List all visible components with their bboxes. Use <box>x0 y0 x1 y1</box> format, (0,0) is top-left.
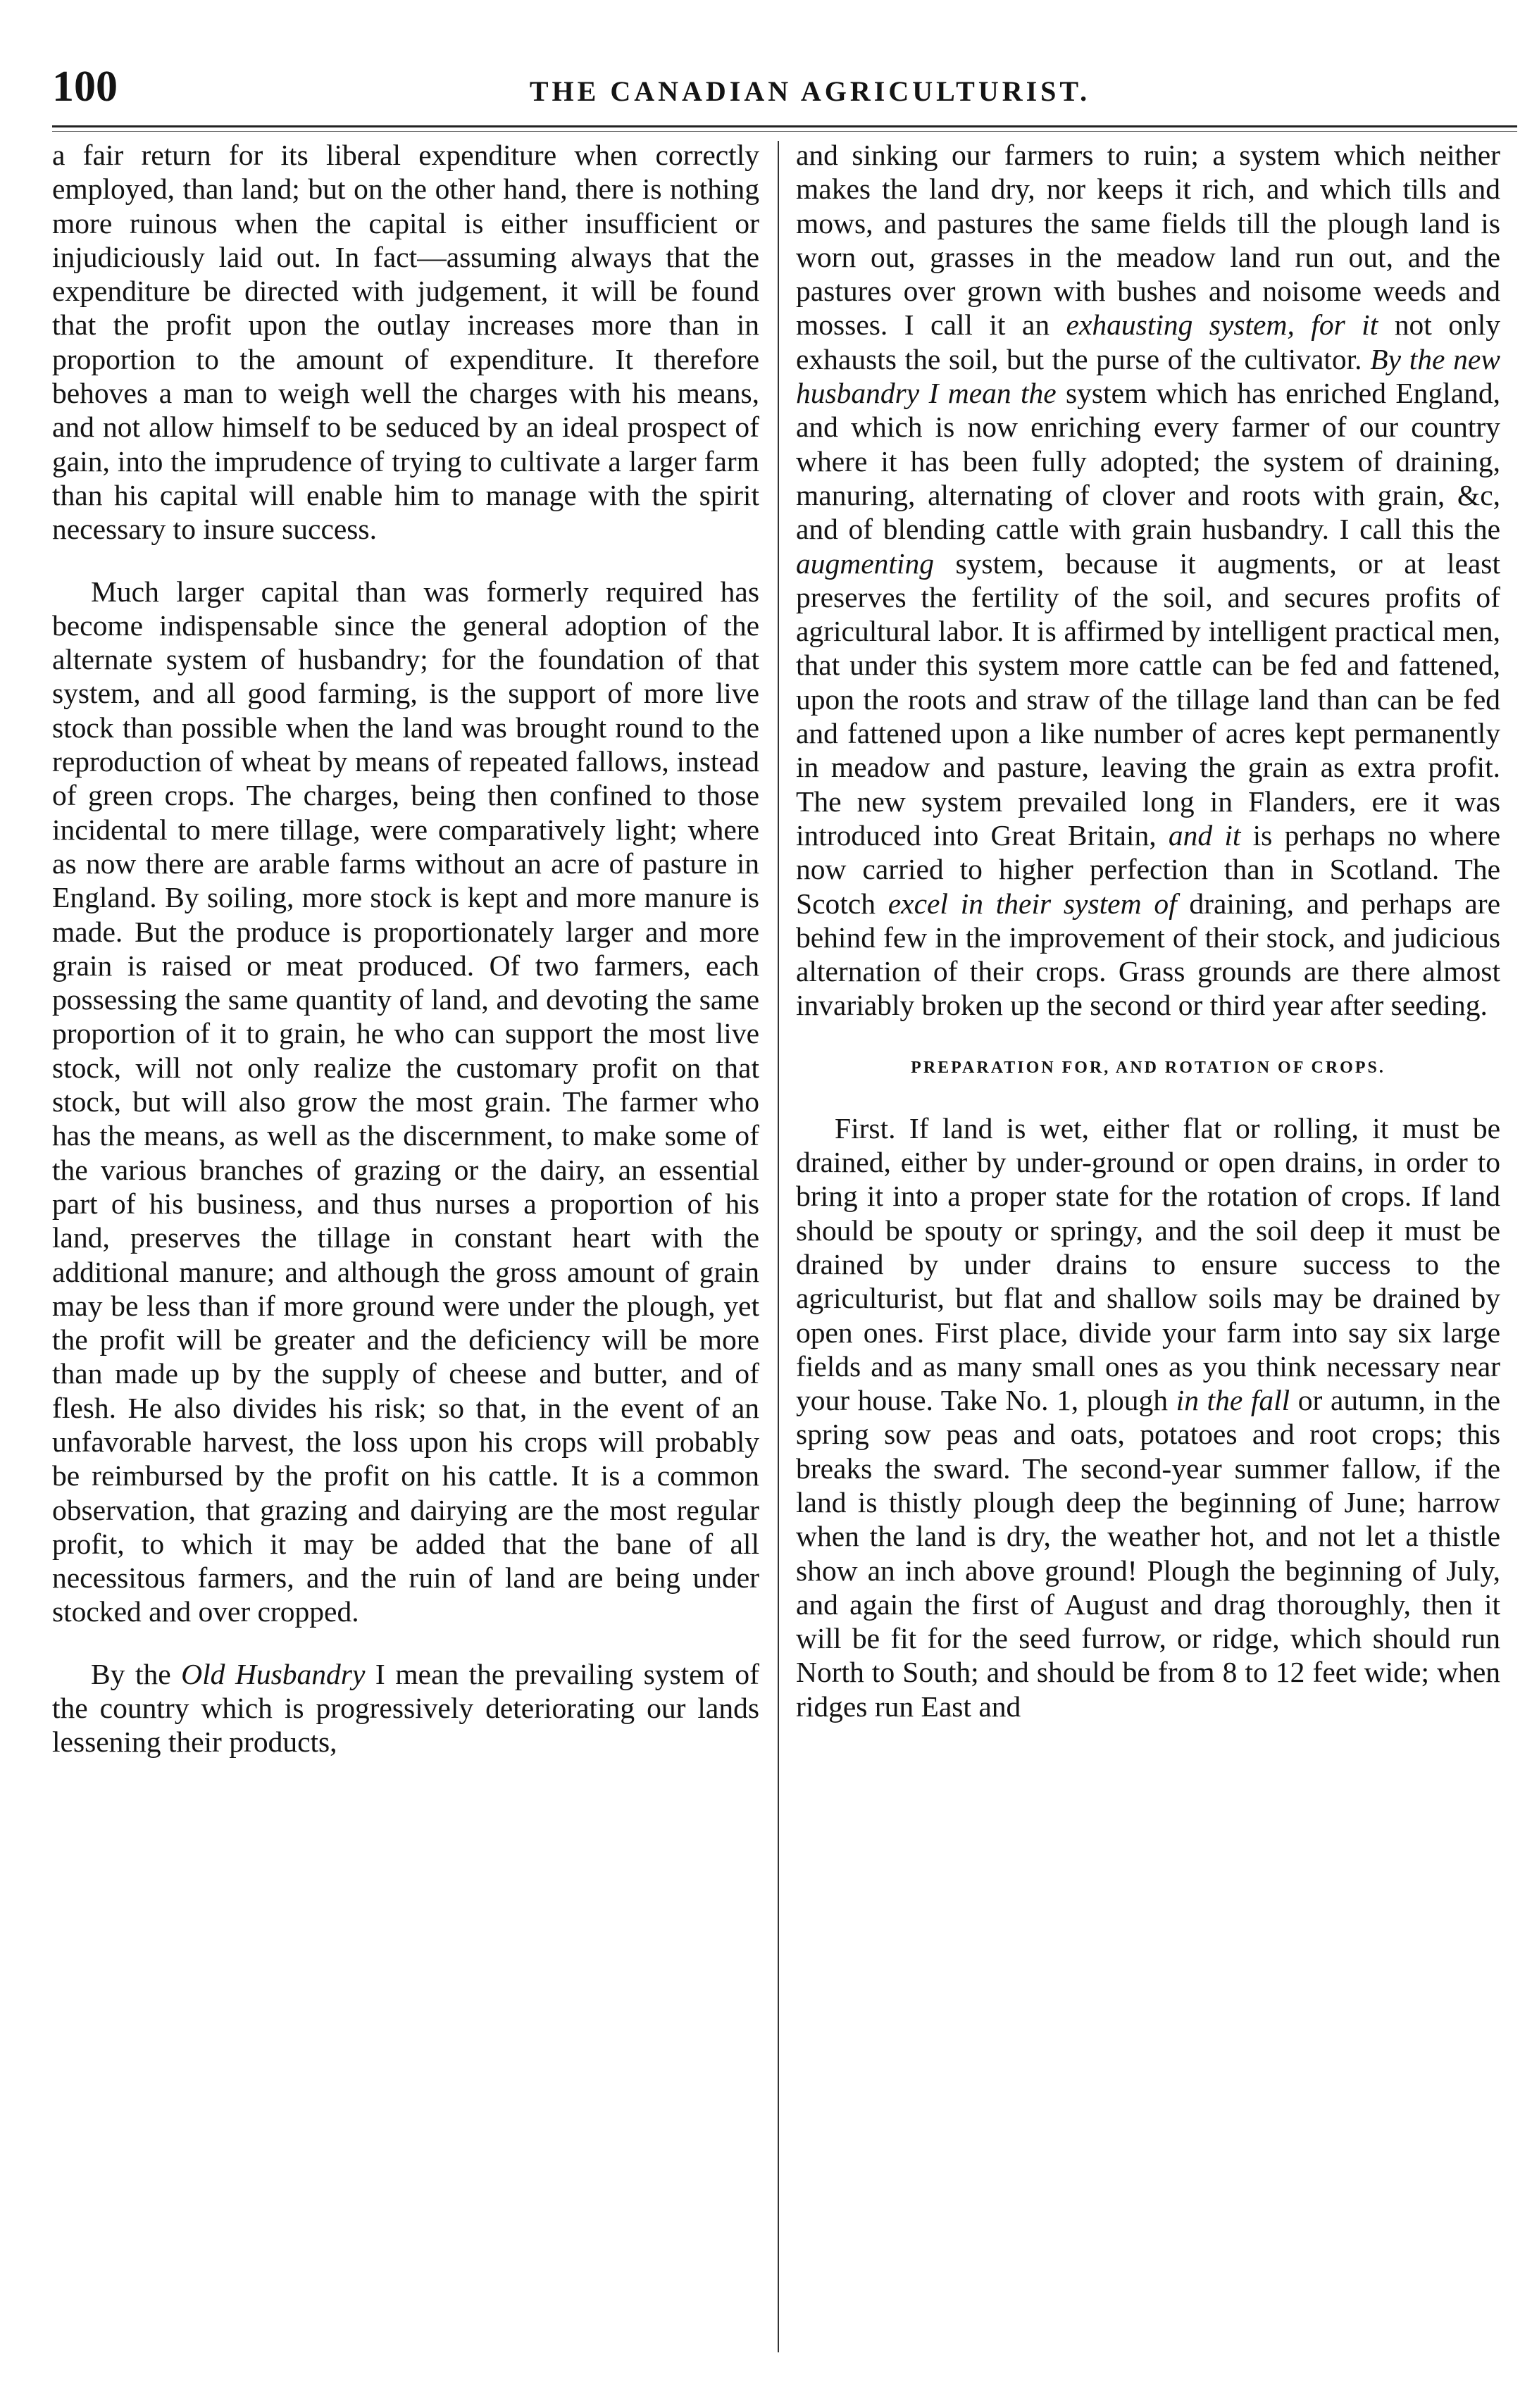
left-column <box>52 138 759 1759</box>
column-divider <box>778 141 779 2352</box>
left-paragraph-3 <box>52 1657 759 1759</box>
right-paragraph-1-italic-2: By the new husbandry I mean the <box>796 342 1500 410</box>
left-paragraph-1: a fair return for its liberal expenditure when correctly employed, than land; but on the other hand, there is nothing more ruinous when the capital is either insufficient or injudiciously laid out. In fact—assuming always that the expenditure be directed with judgement, it will be found that the profit upon the outlay increases more than in proportion to the amount of expenditure. It therefore behoves a man to weigh well the charges with his means, and not allow himself to be seduced by an ideal prospect of gain, into the imprudence of trying to cultivate a larger farm than his capital will enable him to manage with the spirit necessary to insure success. <box>52 139 759 546</box>
page-number: 100 <box>52 63 118 111</box>
left-paragraph-3-text-a: By the <box>91 1657 182 1690</box>
right-paragraph-2-text-a: First. If land is wet, either flat or rolling, it must be drained, either by under-ground or open drains, in order to bring it into a proper state for the rotation of crops. If land should be spouty or springy, and the soil deep it must be drained by under drains to ensure success to the agriculturist, but flat and shallow soils may be drained by open ones. First place, divide your farm into say six large fields and as many small ones as you think necessary near your house. Take No. 1, plough <box>796 1111 1500 1417</box>
running-title: THE CANADIAN AGRICULTURIST. <box>529 75 1091 107</box>
header-rule <box>52 125 1517 127</box>
right-column <box>796 138 1500 1723</box>
paragraph-gap <box>52 1629 759 1657</box>
paragraph-gap <box>52 547 759 575</box>
right-paragraph-1-italic-1: exhausting system, for it <box>1066 308 1378 342</box>
right-paragraph-2-italic-1: in the fall <box>1176 1384 1290 1417</box>
right-paragraph-1-text-f: draining, and perhaps are behind few in the improvement of their stock, and judicious alternation of their crops. Grass grounds are there almost invariably broken up the second or third year after seeding. <box>796 887 1500 1022</box>
left-paragraph-2: Much larger capital than was formerly required has become indispensable since the general adoption of the alternate system of husbandry; for the foundation of that system, and all good farming, is the support of more live stock than possible when the land was brought round to the reproduction of wheat by means of repeated fallows, instead of green crops. The charges, being then confined to those incidental to mere tillage, were comparatively light; where as now there are arable farms without an acre of pasture in England. By soiling, more stock is kept and more manure is made. But the produce is proportionately larger and more grain is raised or meat produced. Of two farmers, each possessing the same quantity of land, and devoting the same proportion of it to grain, he who can support the most live stock, will not only realize the customary profit on that stock, but will also grow the most grain. The farmer who has the means, as well as the discernment, to make some of the various branches of grazing or the dairy, an essential part of his business, and thus nurses a proportion of his land, preserves the tillage in constant heart with the additional manure; and although the gross amount of grain may be less than if more ground were under the plough, yet the profit will be greater and the deficiency will be more than made up by the supply of cheese and butter, and of flesh. He also divides his risk; so that, in the event of an unfavorable harvest, the loss upon his crops will probably be reimbursed by the profit on his cattle. It is a common observation, that grazing and dairying are the most regular profit, to which it may be added that the bane of all necessitous farmers, and the ruin of land are being under stocked and over cropped. <box>52 575 759 1628</box>
right-paragraph-1-text-d: system, because it augments, or at least preserves the fertility of the soil, and secures profits of agricultural labor. It is affirmed by intelligent practical men, that under this system more cattle can be fed and fattened, upon the roots and straw of the tillage land than can be fed and fattened upon a like number of acres kept permanently in meadow and pasture, leaving the grain as extra profit. The new system prevailed long in Flanders, ere it was introduced into Great Britain, <box>796 547 1500 851</box>
right-paragraph-1-italic-4: and it <box>1168 818 1241 851</box>
right-paragraph-2 <box>796 1111 1500 1723</box>
right-paragraph-1 <box>796 138 1500 1023</box>
right-paragraph-1-text-b: not only exhausts the soil, but the purse of the cultivator. <box>796 308 1500 375</box>
right-paragraph-1-italic-3: augmenting <box>796 547 934 580</box>
right-paragraph-2-text-b: or autumn, in the spring sow peas and oats, potatoes and root crops; this breaks the sward. The second-year summer fallow, if the land is thistly plough deep the beginning of June; harrow when the land is dry, the weather hot, and not let a thistle show an inch above ground! Plough the beginning of July, and again the first of August and drag thoroughly, then it will be fit for the seed furrow, or ridge, which should run North to South; and should be from 8 to 12 feet wide; when ridges run East and <box>796 1384 1501 1723</box>
old-husbandry-term: Old Husbandry <box>181 1657 366 1690</box>
right-paragraph-1-italic-5: excel in their system of <box>888 887 1177 920</box>
header-rule-thin <box>52 131 1517 132</box>
right-paragraph-1-text-c: system which has enriched England, and which is now enriching every farmer of our country where it has been fully adopted; the system of draining, manuring, alternating of clover and roots with grain, &c, and of blending cattle with grain husbandry. I call this the <box>796 377 1500 546</box>
left-paragraph-3-text-b: I mean the prevailing system of the country which is progressively deteriorating our lands lessening their products, <box>52 1657 759 1759</box>
right-paragraph-1-text-e: is perhaps no where now carried to higher perfection than in Scotland. The Scotch <box>796 818 1501 920</box>
right-paragraph-1-text-a: and sinking our farmers to ruin; a system which neither makes the land dry, nor keeps it rich, and which tills and mows, and pastures the same fields till the plough land is worn out, grasses in the meadow land run out, and the pastures over grown with bushes and noisome weeds and mosses. I call it an <box>796 139 1500 342</box>
section-heading: PREPARATION FOR, AND ROTATION OF CROPS. <box>911 1058 1385 1077</box>
